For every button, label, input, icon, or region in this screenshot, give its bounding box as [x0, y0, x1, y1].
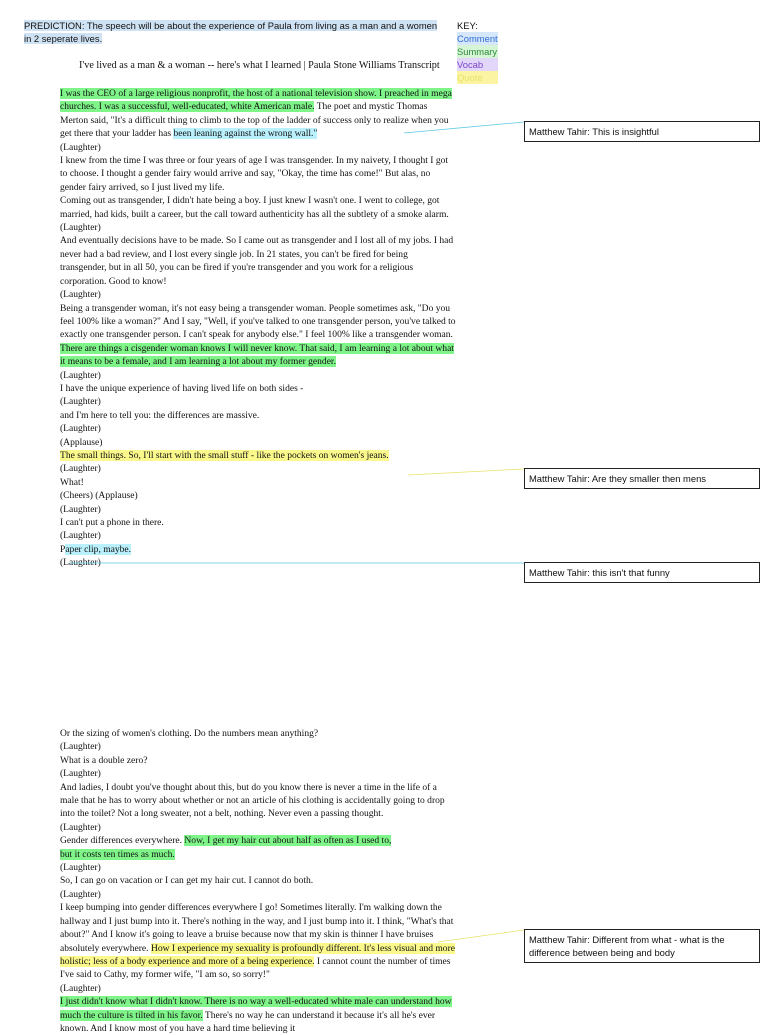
connector-line: [438, 930, 524, 942]
quote-highlight: The small things. So, I'll start with the small stuff - like the pockets on women's jeans.: [60, 449, 389, 461]
summary-highlight: Now, I get my hair cut about half as often as I used to,: [184, 835, 392, 847]
summary-highlight: but it costs ten times as much.: [60, 848, 175, 860]
paragraph: I keep bumping into gender differences everywhere I go! Sometimes literally. I'm walking down the hallway and I just bump into it. There's nothing in the way, and I just bump into it. I think, "What's that about?" And I know it's going to leave a bruise because now that my skin is thinner I have bruises absolutely everywhere. How I experience my sexuality is profoundly different. It's less visual and more holistic; less of a body experience and more of a being experience. I cannot count the number of times I've said to Cathy, my former wife, "I am so, so sorry!": [60, 902, 455, 981]
paragraph: Paper clip, maybe.: [60, 543, 132, 555]
paragraph: And ladies, I doubt you've thought about this, but do you know there is never a time in the life of a male that he has to worry about whether or not an article of his clothing is accidentally going to drop into the toilet? Not a long sweater, not a belt, nothing. Never even a passing thought.: [60, 781, 445, 820]
paragraph: Being a transgender woman, it's not easy being a transgender woman. People sometimes ask, "Do you feel 100% like a woman?" And I say, "Well, if you've talked to one transgender person, you've talked to exactly one transgender person. I can't speak for anybody else." I feel 100% like a transgender woman. There are things a cisgender woman knows I will never know. That said, I am learning a lot about what it means to be a female, and I am learning a lot about my former gender.: [60, 302, 456, 368]
laughter-cue: (Laughter): [60, 222, 101, 234]
laughter-cue: (Laughter): [60, 768, 101, 780]
paragraph: What is a double zero?: [60, 754, 148, 766]
laughter-cue: (Laughter): [60, 741, 101, 753]
key-comment: Comment: [457, 33, 498, 44]
key-quote: Quote: [457, 71, 498, 84]
paragraph: I knew from the time I was three or four years of age I was transgender. In my naivety, I thought I got to choose. I thought a gender fairy would arrive and say, "Okay, the time has come!" But alas, no gender fairy arrived, so I just lived my life.: [60, 155, 449, 193]
paragraph: and I'm here to tell you: the differences are massive.: [60, 409, 260, 421]
prediction-text: PREDICTION: The speech will be about the experience of Paula from living as a man and a women in 2 seperate lives.: [24, 20, 438, 44]
paragraph: I was the CEO of a large religious nonprofit, the host of a national television show. I preached in mega churches. I was a successful, well-educated, white American male. The poet and mystic Thomas Merton said, "It's a difficult thing to climb to the top of the ladder of success only to realize when you get there that your ladder has been leaning against the wrong wall.": [60, 88, 452, 140]
paragraph: Or the sizing of women's clothing. Do the numbers mean anything?: [60, 728, 319, 739]
applause-cue: (Applause): [60, 436, 103, 448]
laughter-cue: (Laughter): [60, 530, 101, 542]
document-title: I've lived as a man & a woman -- here's what I learned | Paula Stone Williams Transcript: [79, 60, 440, 71]
laughter-cue: (Laughter): [60, 503, 101, 515]
summary-highlight: I was the CEO of a large religious nonprofit, the host of a national television show. I preached in mega churches. I was a successful, well-educated, white American male.: [60, 88, 452, 113]
laughter-cue: (Laughter): [60, 862, 101, 874]
key-summary: Summary: [457, 46, 498, 57]
summary-highlight: There are things a cisgender woman knows I will never know. That said, I am learning a lot about what it means to be a female, and I am learning a lot about my former gender.: [60, 342, 454, 368]
comment-highlight: been leaning against the wrong wall.": [173, 128, 318, 140]
laughter-cue: (Laughter): [60, 557, 101, 569]
comment-box[interactable]: Matthew Tahir: Are they smaller then mens: [524, 468, 760, 489]
laughter-cue: (Laughter): [60, 888, 101, 900]
connector-line: [408, 469, 524, 475]
paragraph: And eventually decisions have to be made. So I came out as transgender and I lost all of my jobs. I had never had a bad review, and I lost every single job. In 21 states, you can't be fired for being transgender, but in all 50, you can be fired if you're transgender and you work for a religious corporation. Good to know!: [60, 235, 454, 287]
paragraph: Gender differences everywhere. Now, I get my hair cut about half as often as I used to, but it costs ten times as much.: [60, 835, 392, 860]
laughter-cue: (Laughter): [60, 463, 101, 475]
comment-box[interactable]: Matthew Tahir: Different from what - what is the difference between being and body: [524, 929, 760, 963]
paragraph: I have the unique experience of having lived life on both sides -: [60, 382, 304, 394]
paragraph: What!: [60, 476, 84, 488]
summary-highlight: I just didn't know what I didn't know. There is no way a well-educated white male can understand how much the culture is tilted in his favor.: [60, 996, 452, 1021]
comment-box[interactable]: Matthew Tahir: This is insightful: [524, 121, 760, 142]
laughter-cue: (Laughter): [60, 982, 101, 994]
comment-box[interactable]: Matthew Tahir: this isn't that funny: [524, 562, 760, 583]
quote-highlight: How I experience my sexuality is profoundly different. It's less visual and more holistic; less of a body experience and more of a being experience.: [60, 942, 455, 967]
laughter-cue: (Laughter): [60, 369, 101, 381]
key-vocab: Vocab: [457, 58, 498, 71]
laughter-cue: (Laughter): [60, 141, 101, 153]
paragraph: I just didn't know what I didn't know. There is no way a well-educated white male can understand how much the culture is tilted in his favor. There's no way he can understand it because it's all he's ever known. And I know most of you have a hard time believing it: [60, 996, 452, 1034]
connector-line: [404, 122, 524, 133]
key-title: KEY:: [457, 20, 478, 31]
paragraph: So, I can go on vacation or I can get my hair cut. I cannot do both.: [60, 875, 314, 887]
laughter-cue: (Laughter): [60, 289, 101, 301]
paragraph: Coming out as transgender, I didn't hate being a boy. I just knew I wasn't one. I went to college, got married, had kids, built a career, but the call toward authenticity has all the subtlety of a smoke alarm.: [60, 195, 449, 220]
cheers-cue: (Cheers) (Applause): [60, 490, 138, 502]
paragraph: I can't put a phone in there.: [60, 517, 164, 528]
laughter-cue: (Laughter): [60, 821, 101, 833]
comment-highlight: aper clip, maybe.: [65, 543, 132, 555]
laughter-cue: (Laughter): [60, 396, 101, 408]
laughter-cue: (Laughter): [60, 423, 101, 435]
